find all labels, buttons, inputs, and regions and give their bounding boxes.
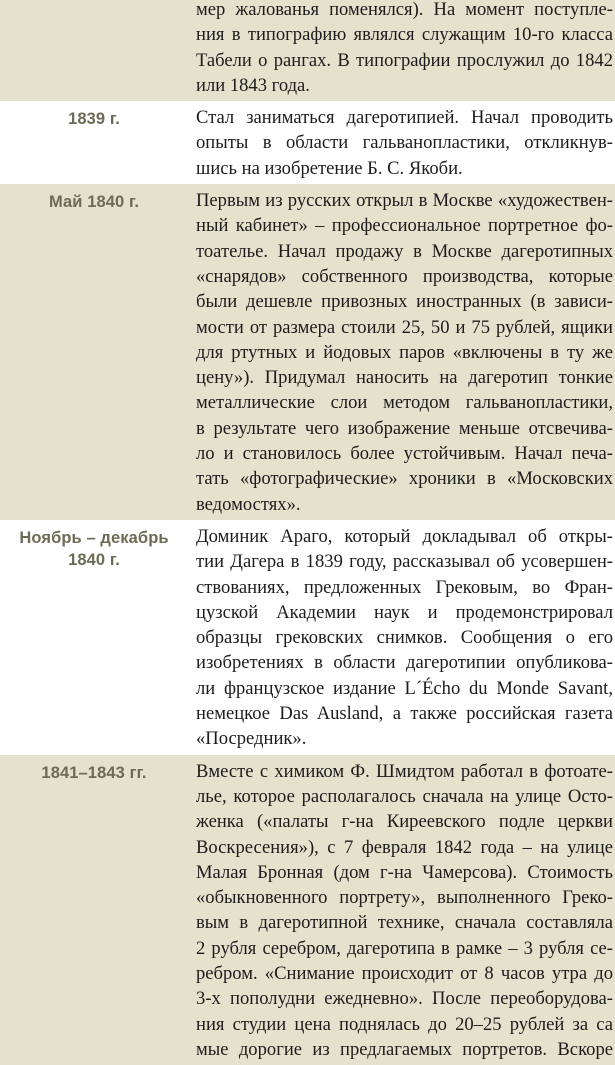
timeline-row <box>0 520 615 755</box>
text-line: цузской Академии наук и продемонстрировал <box>196 601 613 623</box>
text-line: 3-х пополудни ежедневно». После переоборудова- <box>196 988 613 1010</box>
text-line: тии Дагера в 1839 году, рассказывал об усовершен- <box>196 551 613 573</box>
timeline-date: Май 1840 г. <box>48 193 140 212</box>
text-line: изобретениях в области дагеротипии опубликова- <box>196 652 613 674</box>
timeline-description <box>196 0 615 101</box>
timeline-description <box>196 520 615 755</box>
text-line: ли французское издание L´Écho du Monde Savant, <box>196 677 613 699</box>
timeline-description <box>196 755 615 1065</box>
timeline-date: 1841–1843 гг. <box>41 763 147 782</box>
text-line: ния в типографию являлся служащим 10-го класса <box>196 24 613 46</box>
text-line: «Посредник». <box>196 728 307 750</box>
timeline-date-line: Ноябрь – декабрь <box>19 528 169 547</box>
text-line: ный кабинет» – профессиональное портретное фо- <box>196 215 613 237</box>
text-line: мости от размера стоили 25, 50 и 75 рублей, ящики <box>196 316 613 338</box>
text-line: «обыкновенного портрету», выполненного Греко- <box>196 887 613 909</box>
text-line: ребром. «Снимание происходит от 8 часов утра до <box>196 962 613 984</box>
text-line: «снарядов» собственного производства, которые <box>196 265 613 287</box>
text-line: цену»). Придумал наносить на дагеротип тонкие <box>196 367 613 389</box>
text-line: мые дорогие из предлагаемых портретов. Вскоре <box>196 1038 613 1060</box>
text-line: шись на изобретение Б. С. Якоби. <box>196 157 463 179</box>
text-line: Первым из русских открыл в Москве «художествен- <box>196 190 613 212</box>
text-line: в результате чего изображение меньше отсвечива- <box>196 417 613 439</box>
text-line: Вместе с химиком Ф. Шмидтом работал в фотоате- <box>196 760 613 782</box>
text-line: женка («палаты г-на Киреевского подле церкви <box>196 811 613 833</box>
text-line: ведомостях». <box>196 493 301 515</box>
text-line: лье, которое располагалось сначала на улице Осто- <box>196 785 613 807</box>
text-line: Воскресения»), с 7 февраля 1842 года – на улице <box>196 836 613 858</box>
text-line: 2 рубля серебром, дагеротипа в рамке – 3 рубля се- <box>196 937 613 959</box>
text-line: Табели о рангах. В типографии прослужил до 1842 <box>196 49 613 71</box>
text-line: ло и становилось более устойчивым. Начал печа- <box>196 443 613 465</box>
text-line: для ртутных и йодовых паров «включены в ту же <box>196 341 613 363</box>
timeline-row <box>0 0 615 101</box>
text-line: Малая Бронная (дом г-на Чамерсова). Стоимость <box>196 861 613 883</box>
text-line: ния студии цена поднялась до 20–25 рублей за са <box>196 1013 613 1035</box>
timeline-date: 1839 г. <box>68 110 120 129</box>
timeline-row <box>0 184 615 520</box>
text-line: вым в дагеротипной технике, сначала составляла <box>196 912 613 934</box>
timeline-row <box>0 755 615 1065</box>
timeline-row <box>0 101 615 184</box>
text-line: тать «фотографические» хроники в «Московских <box>196 468 613 490</box>
text-line: или 1843 года. <box>196 74 310 96</box>
timeline-description <box>196 101 615 184</box>
timeline-description <box>196 184 615 520</box>
text-line: образцы грековских снимков. Сообщения о его <box>196 627 613 649</box>
text-line: немецкое Das Ausland, а также российская газета <box>196 703 613 725</box>
timeline-date-line: 1840 г. <box>68 550 120 569</box>
text-line: Стал заниматься дагеротипией. Начал проводить <box>196 107 613 129</box>
timeline-date <box>0 520 196 755</box>
text-line: ствованиях, предложенных Грековым, во Фран- <box>196 576 613 598</box>
timeline-date <box>0 0 196 101</box>
text-line: мер жалованья поменялся). На момент поступле- <box>196 0 613 20</box>
text-line: были дешевле привозных иностранных (в зависи- <box>196 291 613 313</box>
text-line: опыты в области гальванопластики, откликнув- <box>196 132 613 154</box>
text-line: тоателье. Начал продажу в Москве дагеротипных <box>196 240 613 262</box>
text-line: Доминик Араго, который докладывал об откры- <box>196 525 613 547</box>
text-line: металлические слои методом гальванопластики, <box>196 392 613 414</box>
